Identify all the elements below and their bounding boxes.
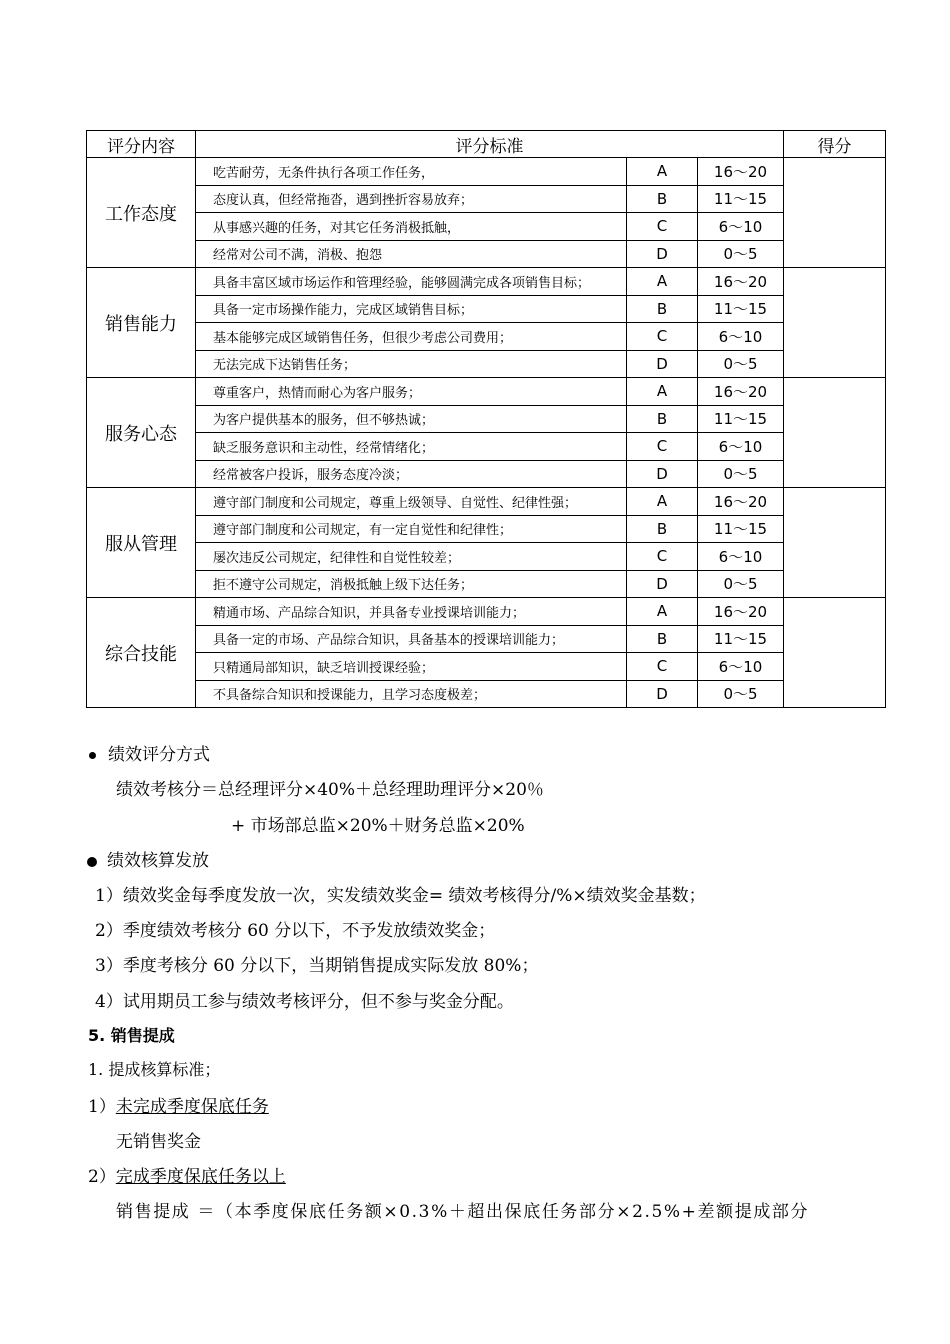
criteria-description: 尊重客户，热情而耐心为客户服务； (196, 378, 627, 406)
payout-title-text: 绩效核算发放 (107, 851, 209, 871)
criteria-description: 经常被客户投诉，服务态度冷淡； (196, 460, 627, 488)
criteria-description: 为客户提供基本的服务，但不够热诚； (196, 405, 627, 433)
payout-item-4: 4）试用期员工参与绩效考核评分，但不参与奖金分配。 (95, 992, 514, 1012)
category-cell: 服从管理 (87, 488, 196, 598)
method-title (89, 740, 210, 765)
grade-cell: D (627, 240, 698, 268)
criteria-description: 具备一定的市场、产品综合知识，具备基本的授课培训能力； (196, 625, 627, 653)
table-row (87, 543, 886, 571)
score-range-cell: 11～15 (698, 625, 784, 653)
score-input-cell[interactable] (784, 378, 886, 488)
criteria-description: 基本能够完成区域销售任务，但很少考虑公司费用； (196, 323, 627, 351)
score-range-cell: 0～5 (698, 240, 784, 268)
header-criteria: 评分标准 (196, 131, 784, 158)
score-range-cell: 16～20 (698, 378, 784, 406)
evaluation-table (86, 130, 886, 708)
grade-cell: B (627, 515, 698, 543)
category-cell: 销售能力 (87, 268, 196, 378)
commission-standard: 1. 提成核算标准； (88, 1060, 221, 1079)
criteria-description: 屡次违反公司规定，纪律性和自觉性较差； (196, 543, 627, 571)
score-range-cell: 16～20 (698, 158, 784, 186)
payout-item-2: 2）季度绩效考核分 60 分以下，不予发放绩效奖金； (95, 921, 496, 941)
score-range-cell: 11～15 (698, 295, 784, 323)
table-row (87, 488, 886, 516)
table-row (87, 240, 886, 268)
formula-line-1: 绩效考核分＝总经理评分×40%＋总经理助理评分×20％ (116, 780, 544, 800)
case-2 (88, 1162, 286, 1187)
criteria-description: 缺乏服务意识和主动性，经常情绪化； (196, 433, 627, 461)
table-row (87, 268, 886, 296)
grade-cell: A (627, 268, 698, 296)
table-row (87, 185, 886, 213)
category-cell: 工作态度 (87, 158, 196, 268)
score-range-cell: 11～15 (698, 515, 784, 543)
table-row (87, 515, 886, 543)
score-input-cell[interactable] (784, 488, 886, 598)
score-range-cell: 6～10 (698, 653, 784, 681)
criteria-description: 无法完成下达销售任务； (196, 350, 627, 378)
case-1 (88, 1092, 269, 1117)
criteria-description: 具备一定市场操作能力，完成区域销售目标； (196, 295, 627, 323)
criteria-description: 拒不遵守公司规定，消极抵触上级下达任务； (196, 570, 627, 598)
bullet-icon (87, 857, 97, 867)
grade-cell: C (627, 323, 698, 351)
grade-cell: B (627, 185, 698, 213)
payout-item-3: 3）季度考核分 60 分以下，当期销售提成实际发放 80%； (95, 956, 539, 976)
grade-cell: D (627, 350, 698, 378)
criteria-description: 具备丰富区域市场运作和管理经验，能够圆满完成各项销售目标； (196, 268, 627, 296)
score-range-cell: 0～5 (698, 460, 784, 488)
header-score: 得分 (784, 131, 886, 158)
header-category: 评分内容 (87, 131, 196, 158)
grade-cell: A (627, 598, 698, 626)
criteria-description: 遵守部门制度和公司规定，尊重上级领导、自觉性、纪律性强； (196, 488, 627, 516)
score-range-cell: 11～15 (698, 185, 784, 213)
category-cell: 服务心态 (87, 378, 196, 488)
table-row (87, 598, 886, 626)
grade-cell: B (627, 295, 698, 323)
table-row (87, 158, 886, 186)
score-range-cell: 11～15 (698, 405, 784, 433)
score-input-cell[interactable] (784, 158, 886, 268)
payout-item-1: 1）绩效奖金每季度发放一次，实发绩效奖金= 绩效考核得分/%×绩效奖金基数； (95, 886, 706, 906)
grade-cell: A (627, 488, 698, 516)
section-5-heading: 5. 销售提成 (88, 1026, 175, 1045)
table-row (87, 378, 886, 406)
grade-cell: B (627, 405, 698, 433)
criteria-description: 不具备综合知识和授课能力，且学习态度极差； (196, 680, 627, 708)
table-row (87, 680, 886, 708)
score-range-cell: 0～5 (698, 350, 784, 378)
grade-cell: A (627, 378, 698, 406)
score-range-cell: 6～10 (698, 213, 784, 241)
table-row (87, 213, 886, 241)
payout-title (87, 846, 209, 871)
grade-cell: C (627, 543, 698, 571)
score-range-cell: 6～10 (698, 433, 784, 461)
case-1-result: 无销售奖金 (116, 1132, 201, 1152)
grade-cell: A (627, 158, 698, 186)
grade-cell: C (627, 433, 698, 461)
case-2-number: 2） (88, 1167, 116, 1187)
case-1-number: 1） (88, 1097, 116, 1117)
grade-cell: B (627, 625, 698, 653)
case-1-label: 未完成季度保底任务 (115, 1097, 269, 1117)
method-title-text: 绩效评分方式 (108, 745, 210, 765)
score-range-cell: 0～5 (698, 680, 784, 708)
table-row (87, 570, 886, 598)
score-range-cell: 6～10 (698, 323, 784, 351)
score-range-cell: 0～5 (698, 570, 784, 598)
table-row (87, 653, 886, 681)
grade-cell: D (627, 460, 698, 488)
score-input-cell[interactable] (784, 598, 886, 708)
score-input-cell[interactable] (784, 268, 886, 378)
criteria-description: 经常对公司不满，消极、抱怨 (196, 240, 627, 268)
bullet-icon (89, 752, 96, 759)
formula-line-2: + 市场部总监×20%＋财务总监×20% (231, 816, 525, 836)
score-range-cell: 6～10 (698, 543, 784, 571)
table-header-row (87, 131, 886, 158)
grade-cell: D (627, 680, 698, 708)
table-row (87, 350, 886, 378)
table-row (87, 405, 886, 433)
table-row (87, 433, 886, 461)
grade-cell: D (627, 570, 698, 598)
criteria-description: 精通市场、产品综合知识，并具备专业授课培训能力； (196, 598, 627, 626)
case-2-formula: 销售提成 ＝（本季度保底任务额×0.3%＋超出保底任务部分×2.5%+差额提成部分 (116, 1202, 810, 1222)
table-row (87, 323, 886, 351)
table-row (87, 295, 886, 323)
case-2-label: 完成季度保底任务以上 (115, 1167, 286, 1187)
table-row (87, 460, 886, 488)
category-cell: 综合技能 (87, 598, 196, 708)
criteria-description: 态度认真，但经常拖沓，遇到挫折容易放弃； (196, 185, 627, 213)
score-range-cell: 16～20 (698, 488, 784, 516)
criteria-description: 吃苦耐劳，无条件执行各项工作任务， (196, 158, 627, 186)
criteria-description: 遵守部门制度和公司规定，有一定自觉性和纪律性； (196, 515, 627, 543)
table-row (87, 625, 886, 653)
grade-cell: C (627, 213, 698, 241)
grade-cell: C (627, 653, 698, 681)
criteria-description: 从事感兴趣的任务，对其它任务消极抵触， (196, 213, 627, 241)
criteria-description: 只精通局部知识，缺乏培训授课经验； (196, 653, 627, 681)
score-range-cell: 16～20 (698, 268, 784, 296)
score-range-cell: 16～20 (698, 598, 784, 626)
